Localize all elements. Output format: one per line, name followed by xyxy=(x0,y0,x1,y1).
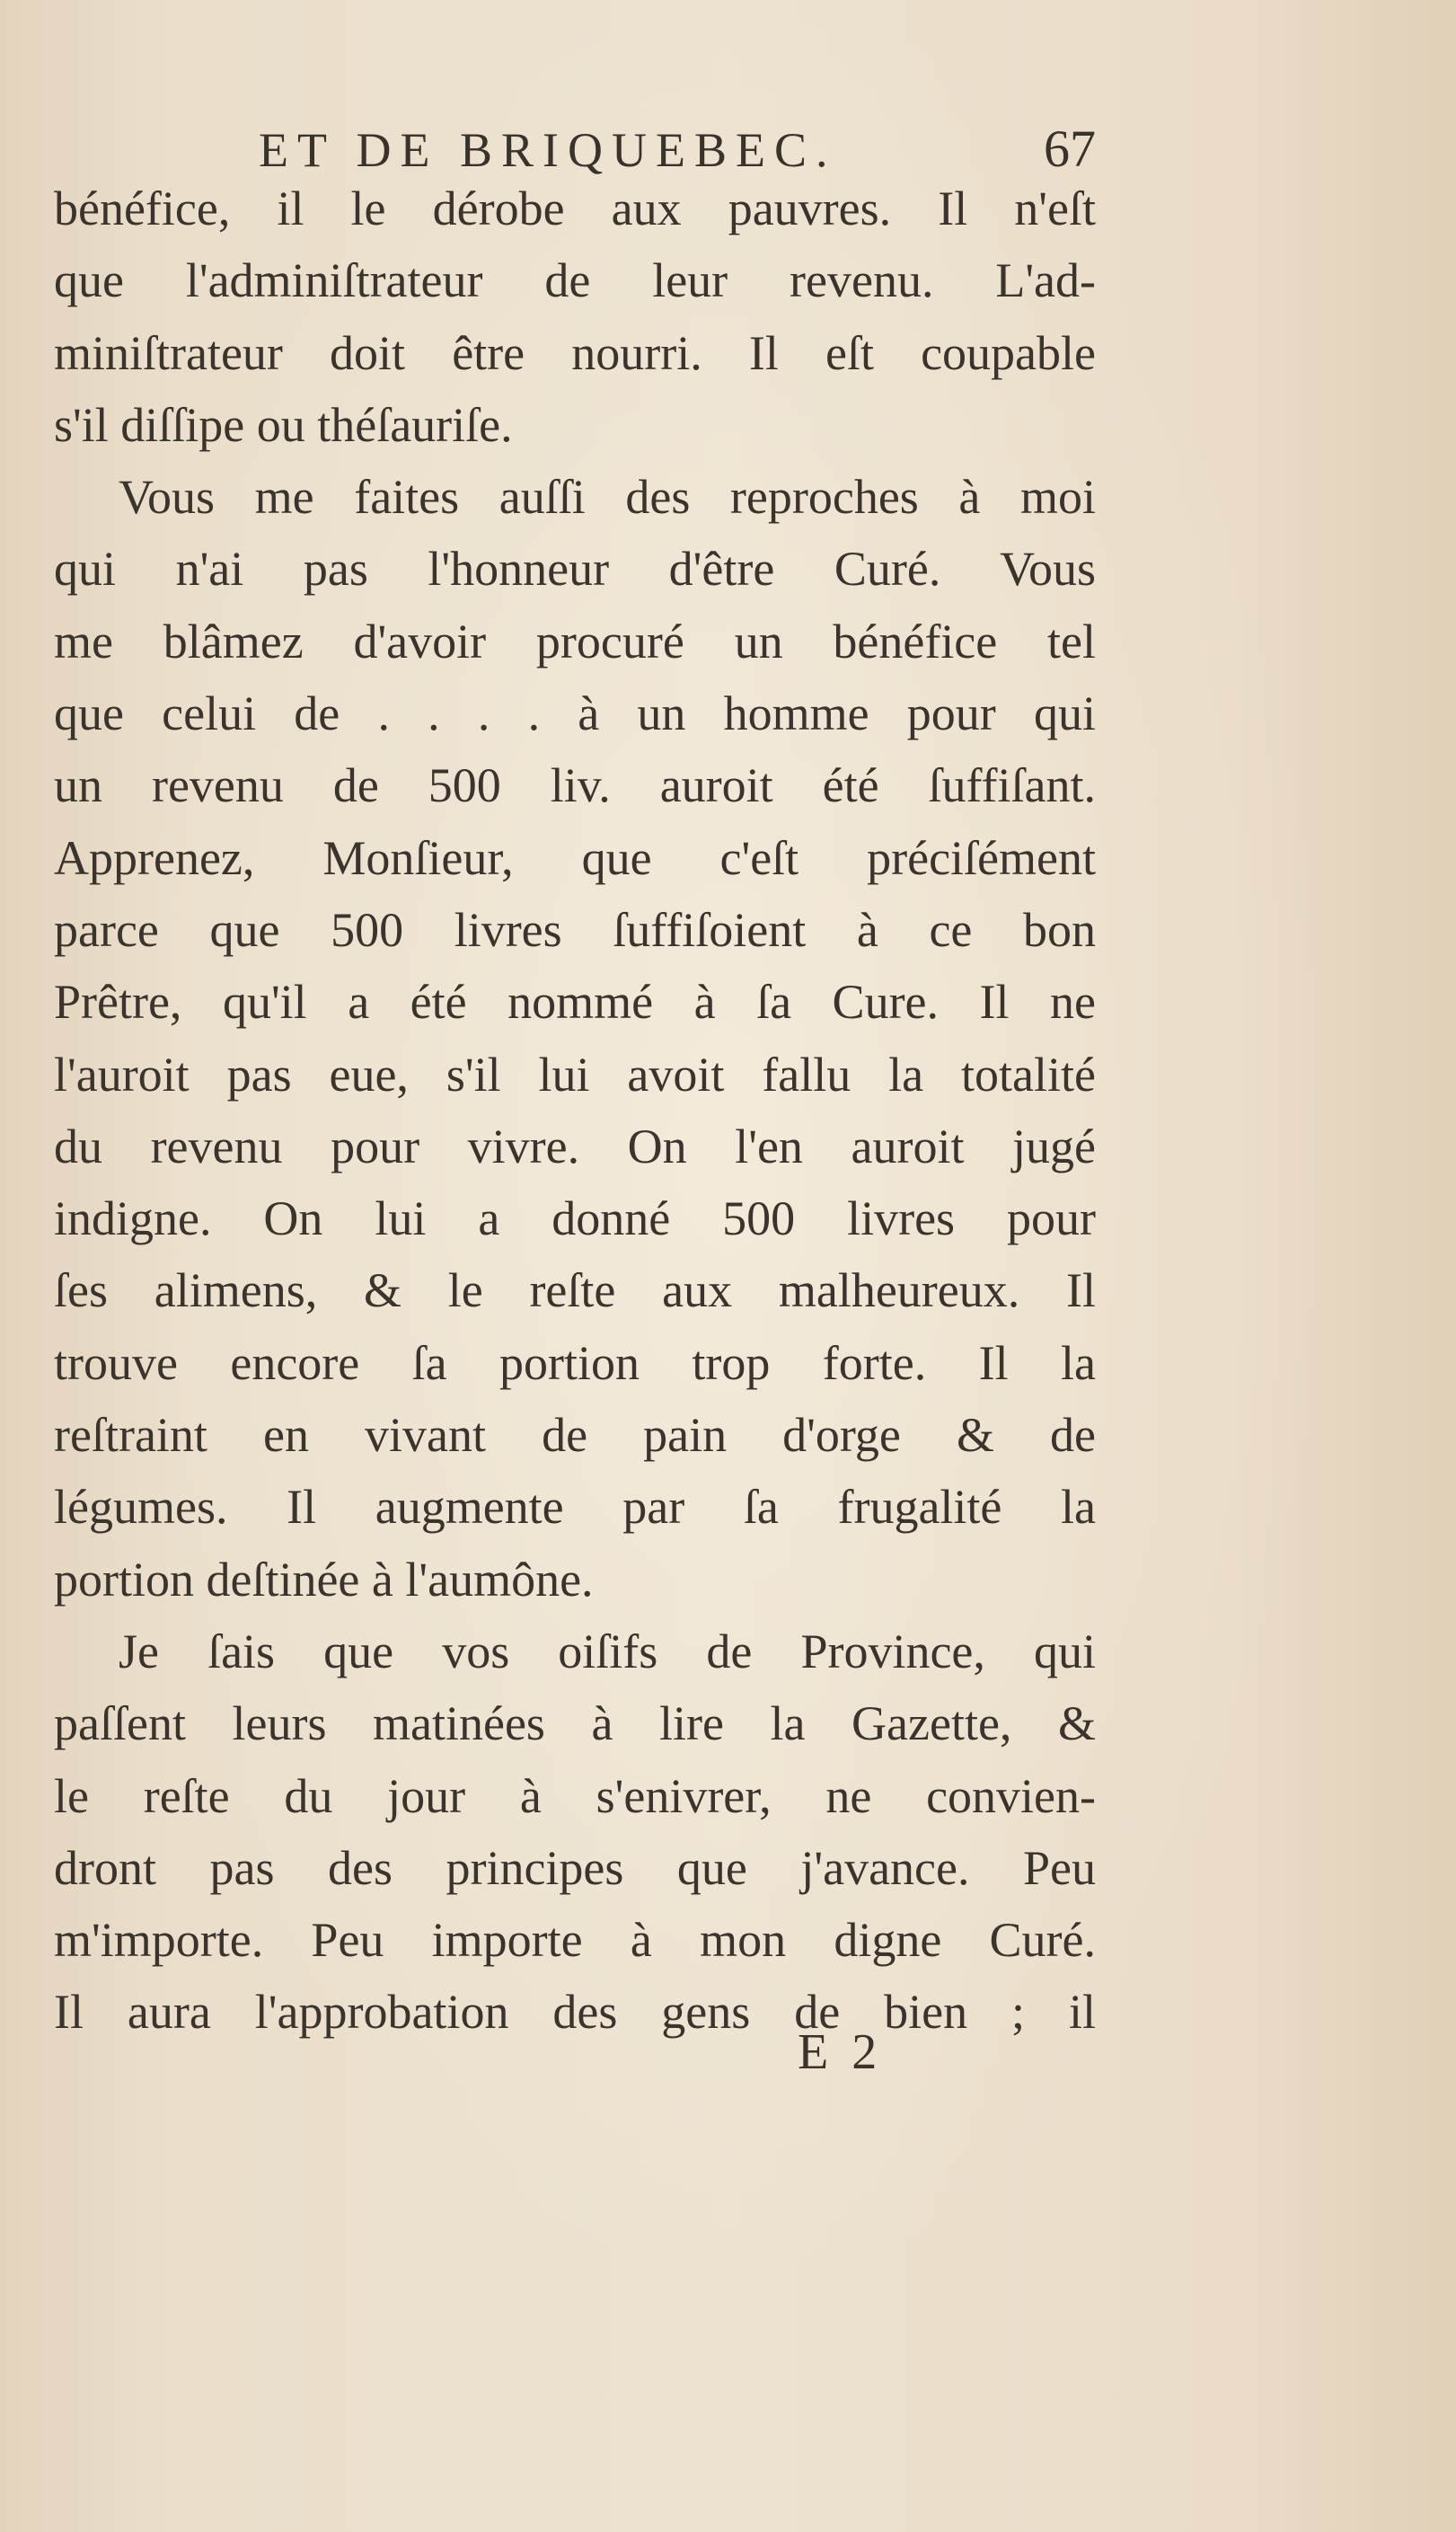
page-number: 67 xyxy=(1044,120,1096,178)
text-line: que celui de . . . . à un homme pour qui xyxy=(54,686,1096,741)
text-line: Apprenez, Monſieur, que c'eſt préciſément xyxy=(54,830,1096,885)
text-line: portion deſtinée à l'aumône. xyxy=(54,1552,594,1607)
text-line: trouve encore ſa portion trop forte. Il la xyxy=(54,1335,1096,1390)
text-line: le reſte du jour à s'enivrer, ne convien- xyxy=(54,1768,1096,1823)
text-line: Je ſais que vos oiſifs de Province, qui xyxy=(119,1624,1096,1678)
body-text xyxy=(54,173,1096,2049)
text-line: reſtraint en vivant de pain d'orge & de xyxy=(54,1408,1096,1463)
text-line: qui n'ai pas l'honneur d'être Curé. Vous xyxy=(54,542,1096,597)
signature-mark: E 2 xyxy=(798,2024,883,2080)
text-line: Prêtre, qu'il a été nommé à ſa Cure. Il ne xyxy=(54,975,1096,1030)
text-line: indigne. On lui a donné 500 livres pour xyxy=(54,1191,1096,1246)
text-line: miniſtrateur doit être nourri. Il eſt coupable xyxy=(54,325,1096,380)
text-line: paſſent leurs matinées à lire la Gazette, & xyxy=(54,1696,1096,1751)
text-line: m'importe. Peu importe à mon digne Curé. xyxy=(54,1913,1096,1968)
text-line: dront pas des principes que j'avance. Peu xyxy=(54,1840,1096,1895)
text-line: bénéfice, il le dérobe aux pauvres. Il n'eſt xyxy=(54,181,1096,235)
text-line: l'auroit pas eue, s'il lui avoit fallu la totalité xyxy=(54,1047,1096,1102)
text-line: s'il diſſipe ou théſauriſe. xyxy=(54,397,513,452)
text-line: Il aura l'approbation des gens de bien ; il xyxy=(54,1985,1096,2040)
running-head: ET DE BRIQUEBEC. xyxy=(259,123,837,177)
text-line: du revenu pour vivre. On l'en auroit jugé xyxy=(54,1119,1096,1173)
text-line: Vous me faites auſſi des reproches à moi xyxy=(119,470,1096,525)
text-line: un revenu de 500 liv. auroit été ſuffiſant. xyxy=(54,758,1096,813)
text-line: ſes alimens, & le reſte aux malheureux. Il xyxy=(54,1263,1096,1318)
text-line: parce que 500 livres ſuffiſoient à ce bon xyxy=(54,902,1096,957)
text-line: légumes. Il augmente par ſa frugalité la xyxy=(54,1480,1096,1535)
text-line: me blâmez d'avoir procuré un bénéfice tel xyxy=(54,614,1096,668)
text-line: que l'adminiſtrateur de leur revenu. L'ad- xyxy=(54,253,1096,308)
